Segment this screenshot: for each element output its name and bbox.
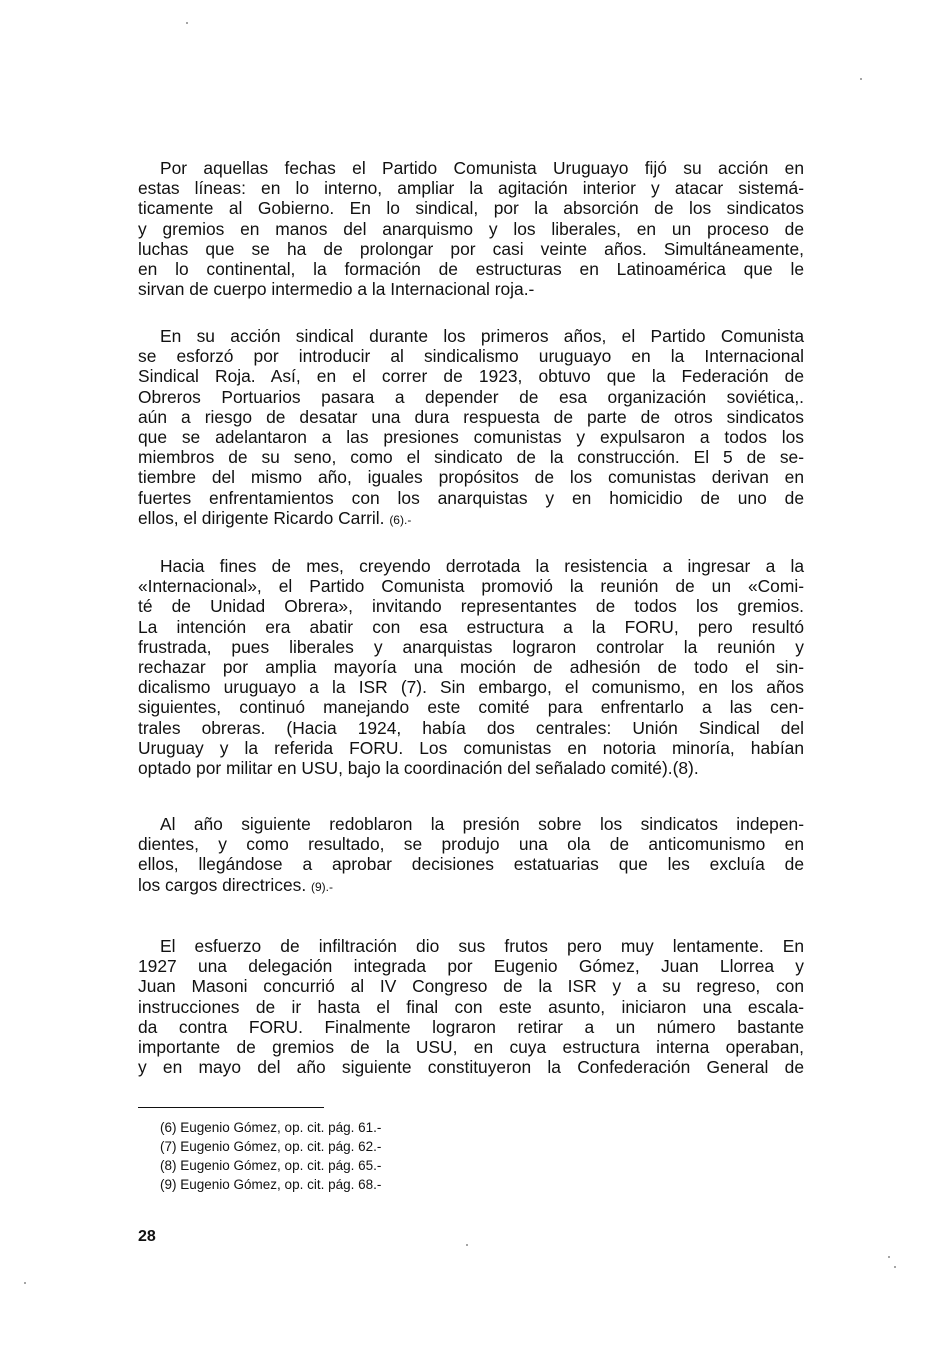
- text-line-content: los cargos directrices.: [138, 874, 307, 895]
- text-line-content: ellos, el dirigente Ricardo Carril.: [138, 507, 385, 528]
- text-line: dicalismo uruguayo a la ISR (7). Sin embargo, el comunismo, en los años: [138, 677, 804, 698]
- text-line: rechazar por amplia mayoría una moción de adhesión de todo el sin-: [138, 657, 804, 678]
- text-line: y en mayo del año siguiente constituyeron la Confederación General de: [138, 1057, 804, 1078]
- text-line: sirvan de cuerpo intermedio a la Internacional roja.-: [138, 279, 535, 300]
- text-line: [138, 508, 804, 530]
- paragraph-2: [138, 326, 804, 530]
- paragraph-1: [138, 158, 804, 299]
- text-line: en lo continental, la formación de estructuras en Latinoamérica que le: [138, 259, 804, 280]
- text-line: frustrada, pues liberales y anarquistas lograron controlar la reunión y: [138, 636, 804, 657]
- text-line: que se adelantaron a las presiones comunistas y expulsaron a todos los: [138, 427, 804, 448]
- text-line: 1927 una delegación integrada por Eugenio Gómez, Juan Llorrea y: [138, 956, 804, 977]
- text-line: se esforzó por introducir al sindicalismo uruguayo en la Internacional: [138, 346, 804, 367]
- text-line: tiembre del mismo año, iguales propósitos de los comunistas derivan en: [138, 467, 804, 488]
- text-line: optado por militar en USU, bajo la coordinación del señalado comité).(8).: [138, 758, 699, 779]
- text-line: aún a riesgo de desatar una dura respuesta de parte de otros sindicatos: [138, 406, 804, 427]
- text-line: fuertes enfrentamientos con los anarquistas y en homicidio de uno de: [138, 487, 804, 508]
- paragraph-4: [138, 814, 804, 897]
- text-line: Juan Masoni concurrió al IV Congreso de la ISR y a su regreso, con: [138, 976, 804, 997]
- footnote: (9) Eugenio Gómez, op. cit. pág. 68.-: [160, 1177, 382, 1192]
- scan-speck: [888, 1256, 890, 1258]
- text-line: instrucciones de ir hasta el final con este asunto, iniciaron una escala-: [138, 996, 804, 1017]
- text-line: «Internacional», el Partido Comunista promovió la reunión de un «Comi-: [138, 576, 804, 597]
- paragraph-3: [138, 556, 804, 778]
- text-line: y gremios en manos del anarquismo y los liberales, en un proceso de: [138, 218, 804, 239]
- text-line: miembros de su seno, como el sindicato de la construcción. El 5 de se-: [138, 447, 804, 468]
- text-line: luchas que se ha de prolongar por casi veinte años. Simultáneamente,: [138, 238, 804, 259]
- text-line: dientes, y como resultado, se produjo una ola de anticomunismo en: [138, 834, 804, 855]
- page-number: 28: [138, 1228, 156, 1245]
- scan-speck: [860, 78, 862, 80]
- text-line: En su acción sindical durante los primeros años, el Partido Comunista: [160, 326, 804, 346]
- text-line: ellos, llegándose a aprobar decisiones estatuarias que les excluía de: [138, 854, 804, 875]
- text-line: La intención era abatir con esa estructura a la FORU, pero resultó: [138, 616, 804, 637]
- text-line: El esfuerzo de infiltración dio sus frutos pero muy lentamente. En: [160, 936, 804, 956]
- text-line: Al año siguiente redoblaron la presión sobre los sindicatos indepen-: [160, 814, 804, 834]
- scan-speck: [186, 22, 188, 24]
- text-line: estas líneas: en lo interno, ampliar la agitación interior y atacar sistemá-: [138, 178, 804, 199]
- scan-speck: [24, 1282, 26, 1284]
- footnotes: [160, 1118, 381, 1194]
- text-line: siguientes, continuó manejando este comité para enfrentarlo a las cen-: [138, 697, 804, 718]
- text-line: Obreros Portuarios pasara a depender de esa organización soviética,.: [138, 386, 804, 407]
- footnote: (6) Eugenio Gómez, op. cit. pág. 61.-: [160, 1120, 382, 1135]
- text-line: Uruguay y la referida FORU. Los comunistas en notoria minoría, habían: [138, 737, 804, 758]
- paragraph-5: [138, 936, 804, 1077]
- footnote: (7) Eugenio Gómez, op. cit. pág. 62.-: [160, 1139, 382, 1154]
- text-line: té de Unidad Obrera», invitando representantes de todos los gremios.: [138, 596, 804, 617]
- text-line: [138, 875, 804, 897]
- footnote-divider: [138, 1107, 324, 1108]
- text-line: trales obreras. (Hacia 1924, había dos centrales: Unión Sindical del: [138, 717, 804, 738]
- scan-speck: [466, 1244, 468, 1246]
- text-line: importante de gremios de la USU, en cuya estructura interna operaban,: [138, 1037, 804, 1058]
- text-line: ticamente al Gobierno. En lo sindical, por la absorción de los sindicatos: [138, 198, 804, 219]
- scan-speck: [894, 1266, 896, 1268]
- text-line: Por aquellas fechas el Partido Comunista Uruguayo fijó su acción en: [160, 158, 804, 178]
- footnote: (8) Eugenio Gómez, op. cit. pág. 65.-: [160, 1158, 382, 1173]
- text-line: da contra FORU. Finalmente lograron retirar a un número bastante: [138, 1016, 804, 1037]
- text-line: Sindical Roja. Así, en el correr de 1923, obtuvo que la Federación de: [138, 366, 804, 387]
- footnote-ref: (9).-: [311, 879, 334, 894]
- text-line: Hacia fines de mes, creyendo derrotada la resistencia a ingresar a la: [160, 556, 804, 576]
- footnote-ref: (6).-: [389, 512, 412, 527]
